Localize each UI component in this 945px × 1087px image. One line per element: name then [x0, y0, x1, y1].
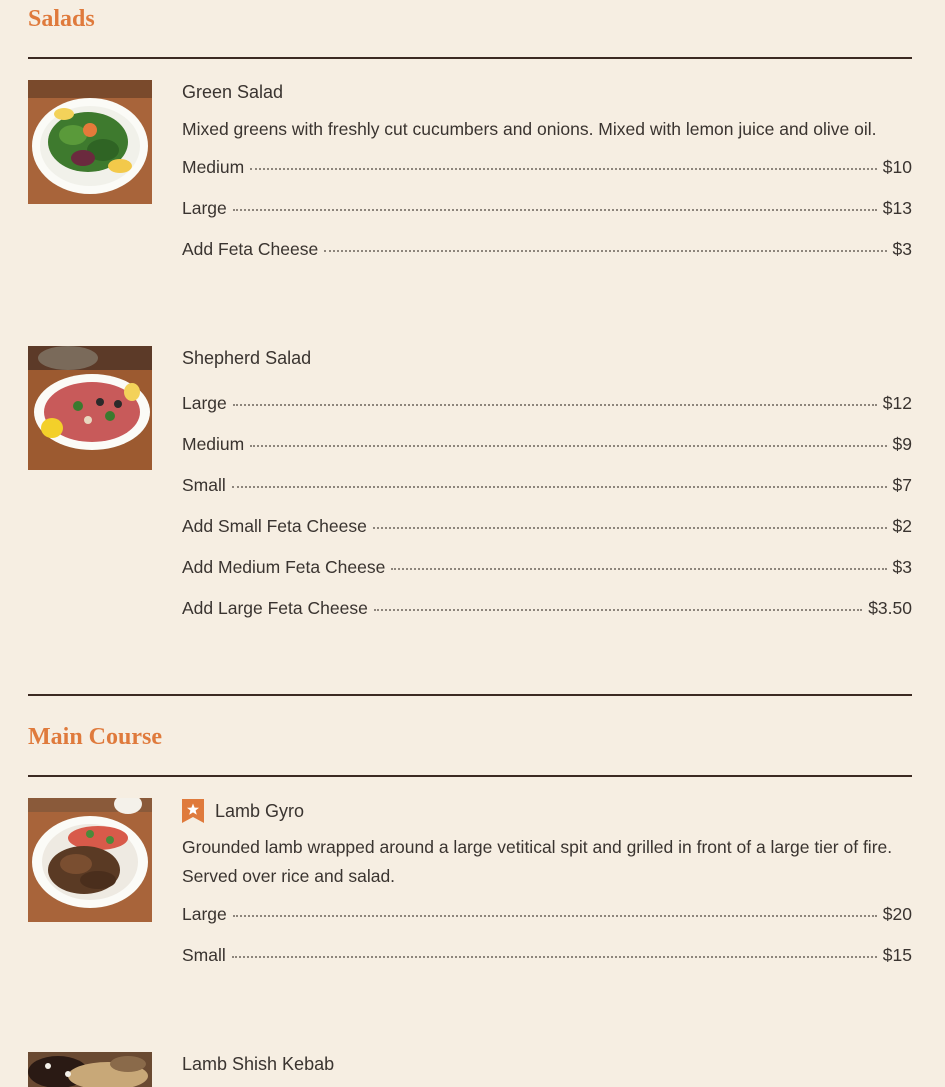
section-divider [28, 694, 912, 696]
dot-leader [373, 527, 887, 529]
option-price: $2 [892, 516, 912, 536]
price-row [182, 238, 912, 260]
option-price: $13 [882, 198, 912, 218]
option-price: $7 [892, 475, 912, 495]
price-row [182, 903, 912, 925]
item-details [182, 798, 912, 966]
item-details [182, 346, 912, 619]
price-row [182, 556, 912, 578]
option-price: $9 [892, 434, 912, 454]
item-name-text: Lamb Gyro [215, 801, 305, 821]
item-name [182, 80, 912, 104]
price-row [182, 944, 912, 966]
option-price: $10 [882, 157, 912, 177]
option-price: $3.50 [868, 598, 912, 618]
star-badge-icon [182, 799, 204, 823]
dot-leader [324, 250, 886, 252]
item-name [182, 346, 912, 370]
item-name [182, 1052, 912, 1076]
item-details [182, 1052, 912, 1087]
price-list [182, 392, 912, 619]
section-divider [28, 775, 912, 777]
option-label: Add Small Feta Cheese [182, 516, 367, 536]
section-title-main-course: Main Course [28, 724, 162, 750]
option-label: Add Medium Feta Cheese [182, 557, 386, 577]
option-price: $20 [882, 904, 912, 924]
section-title-salads: Salads [28, 6, 95, 32]
dot-leader [391, 568, 886, 570]
lamb-gyro-photo[interactable] [28, 798, 152, 922]
option-label: Large [182, 393, 227, 413]
option-label: Large [182, 198, 227, 218]
option-label: Medium [182, 157, 245, 177]
option-price: $3 [892, 239, 912, 259]
price-row [182, 474, 912, 496]
option-label: Add Large Feta Cheese [182, 598, 368, 618]
price-row [182, 156, 912, 178]
price-row [182, 597, 912, 619]
dot-leader [233, 915, 877, 917]
option-label: Large [182, 904, 227, 924]
shepherd-salad-photo[interactable] [28, 346, 152, 470]
option-label: Small [182, 475, 226, 495]
price-list [182, 156, 912, 260]
dot-leader [232, 486, 887, 488]
price-list [182, 903, 912, 966]
option-label: Small [182, 945, 226, 965]
price-row [182, 515, 912, 537]
price-row [182, 392, 912, 414]
green-salad-photo[interactable] [28, 80, 152, 204]
price-row [182, 433, 912, 455]
menu-item-shepherd-salad[interactable] [28, 346, 912, 619]
option-price: $12 [882, 393, 912, 413]
item-name-text: Shepherd Salad [182, 348, 312, 368]
menu-item-green-salad[interactable] [28, 80, 912, 260]
item-description: Mixed greens with freshly cut cucumbers and onions. Mixed with lemon juice and olive oil. [182, 119, 877, 139]
option-label: Medium [182, 434, 245, 454]
dot-leader [250, 445, 886, 447]
item-name-text: Green Salad [182, 82, 284, 102]
price-row [182, 197, 912, 219]
dot-leader [233, 209, 877, 211]
dot-leader [233, 404, 877, 406]
menu-item-lamb-gyro[interactable] [28, 798, 912, 966]
section-divider [28, 57, 912, 59]
option-price: $15 [882, 945, 912, 965]
option-price: $3 [892, 557, 912, 577]
option-label: Add Feta Cheese [182, 239, 319, 259]
item-name-text: Lamb Shish Kebab [182, 1054, 335, 1074]
dot-leader [250, 168, 877, 170]
dot-leader [374, 609, 862, 611]
item-name [182, 799, 912, 823]
item-details [182, 80, 912, 260]
item-description: Grounded lamb wrapped around a large vetitical spit and grilled in front of a large tier of fire. Served over rice and salad. [182, 837, 893, 886]
dot-leader [232, 956, 877, 958]
menu-item-lamb-shish-kebab[interactable] [28, 1052, 912, 1087]
lamb-shish-kebab-photo[interactable] [28, 1052, 152, 1087]
